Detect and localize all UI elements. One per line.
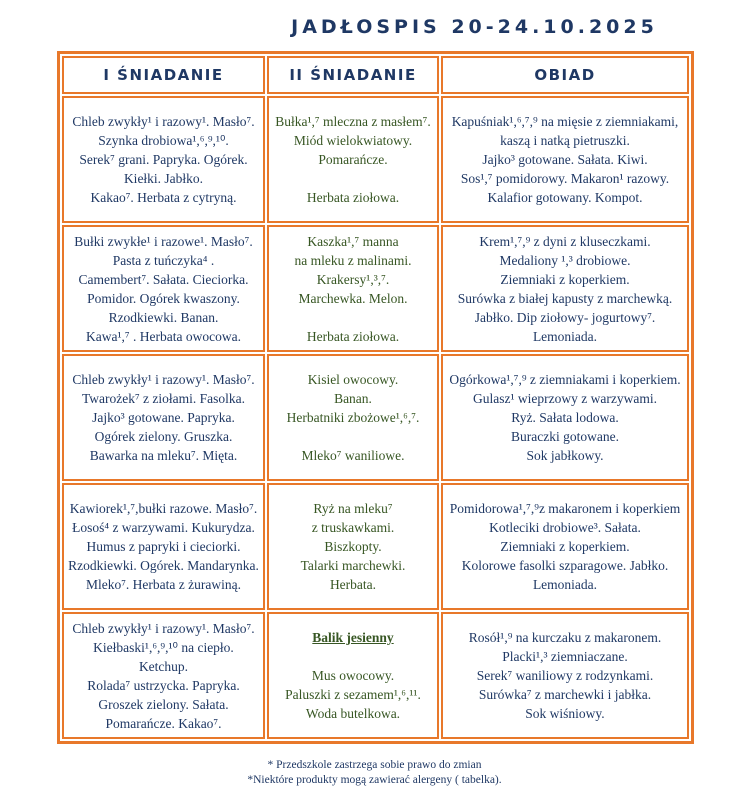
footer-note-allergens: *Niektóre produkty mogą zawierać alergeny ( tabelka). [247,774,502,786]
menu-line: Twarożek⁷ z ziołami. Fasolka. [81,391,246,406]
menu-line: Medaliony ¹,³ drobiowe. [499,252,631,268]
menu-line: Szynka drobiowa¹,⁶,⁹,¹⁰. [98,133,229,148]
menu-row [62,612,689,739]
menu-line: Surówka⁷ z marchewki i jabłka. [478,687,652,702]
menu-line: Bułka¹,⁷ mleczna z masłem⁷. [275,114,431,129]
menu-line: kaszą i natką pietruszki. [500,133,630,148]
menu-line: Ogórkowa¹,⁷,⁹ z ziemniakami i koperkiem. [449,372,681,387]
menu-line: Krem¹,⁷,⁹ z dyni z kluseczkami. [479,233,651,249]
menu-cell [62,354,265,481]
menu-line: Sos¹,⁷ pomidorowy. Makaron¹ razowy. [460,171,670,186]
menu-line: Kaszka¹,⁷ manna [307,233,399,249]
menu-line: Balik jesienny [312,630,394,645]
menu-line: Chleb zwykły¹ i razowy¹. Masło⁷. [72,114,255,129]
menu-line: Mleko⁷. Herbata z żurawiną. [85,577,241,592]
menu-line: Sok wiśniowy. [525,706,605,721]
menu-line [273,169,433,188]
menu-line: Serek⁷ waniliowy z rodzynkami. [476,668,654,683]
menu-line: Rosół¹,⁹ na kurczaku z makaronem. [468,630,662,645]
weekly-menu-table [57,51,694,744]
menu-cell [441,225,689,352]
menu-line [273,427,433,446]
menu-cell [267,96,439,223]
menu-line: Miód wielokwiatowy. [293,133,413,148]
menu-line: Groszek zielony. Sałata. [98,696,229,712]
menu-line: Sok jabłkowy. [526,448,604,463]
menu-line: Rzodkiewki. Banan. [108,309,219,325]
menu-line: Ryż na mleku⁷ [313,501,393,516]
menu-line: Talarki marchewki. [300,558,406,573]
menu-line: Kolorowe fasolki szparagowe. Jabłko. [461,558,669,573]
column-header-breakfast-2: II ŚNIADANIE [267,56,439,94]
menu-line: Woda butelkowa. [305,706,401,721]
menu-line: z truskawkami. [311,520,395,535]
menu-cell [267,354,439,481]
menu-line: Chleb zwykły¹ i razowy¹. Masło⁷. [72,620,255,636]
menu-line: Mleko⁷ waniliowe. [301,448,405,463]
menu-line: Biszkopty. [324,539,382,554]
menu-line: Kawa¹,⁷ . Herbata owocowa. [86,328,241,344]
menu-line: Marchewka. Melon. [298,290,408,306]
menu-line: Kalafior gotowany. Kompot. [487,190,643,205]
menu-line: Krakersy¹,³,⁷. [316,271,390,287]
menu-cell [267,612,439,739]
menu-line: Pomarańcze. [318,152,388,167]
menu-cell [267,225,439,352]
menu-line: Ogórek zielony. Gruszka. [94,429,233,444]
column-header-breakfast-1: I ŚNIADANIE [62,56,265,94]
menu-line [273,647,433,666]
menu-header-row [62,56,689,94]
menu-table-body [62,96,689,739]
menu-line: Kiełki. Jabłko. [123,171,204,186]
menu-line: Herbata ziołowa. [306,328,400,344]
menu-line: Bawarka na mleku⁷. Mięta. [89,448,238,463]
title-area [0,16,749,38]
menu-line: Kakao⁷. Herbata z cytryną. [90,190,237,205]
menu-cell [441,354,689,481]
menu-line: Pasta z tuńczyka⁴ . [112,252,215,268]
menu-line: Rolada⁷ ustrzycka. Papryka. [87,677,240,693]
menu-line: Ryż. Sałata lodowa. [511,410,619,425]
menu-line: Paluszki z sezamem¹,⁶,¹¹. [285,687,421,702]
menu-line: Lemoniada. [532,577,598,592]
menu-cell [62,96,265,223]
menu-cell [441,483,689,610]
menu-cell [62,225,265,352]
menu-line: Buraczki gotowane. [511,429,619,444]
menu-page [0,16,749,804]
menu-line: Placki¹,³ ziemniaczane. [502,649,628,664]
menu-line: Ziemniaki z koperkiem. [500,539,630,554]
column-header-lunch: OBIAD [441,56,689,94]
menu-line: Jajko³ gotowane. Sałata. Kiwi. [482,152,648,167]
menu-line: Herbata ziołowa. [306,190,400,205]
menu-line: Mus owocowy. [311,668,395,683]
menu-row [62,96,689,223]
menu-line: Pomidorowa¹,⁷,⁹z makaronem i koperkiem [449,501,681,516]
menu-line: Kotleciki drobiowe³. Sałata. [489,520,641,535]
menu-line: Banan. [334,391,372,406]
menu-line: Ziemniaki z koperkiem. [500,271,630,287]
menu-row [62,225,689,352]
menu-line: Kawiorek¹,⁷,bułki razowe. Masło⁷. [69,501,258,516]
menu-line [273,308,433,327]
menu-line: Kisiel owocowy. [307,372,399,387]
menu-row [62,483,689,610]
menu-cell [267,483,439,610]
menu-cell [62,612,265,739]
menu-line: Surówka z białej kapusty z marchewką. [457,290,673,306]
page-title: JADŁOSPIS 20-24.10.2025 [291,16,658,38]
menu-line: Pomarańcze. Kakao⁷. [105,715,222,731]
footer-note-changes: * Przedszkole zastrzega sobie prawo do zmian [267,759,482,771]
menu-cell [441,96,689,223]
menu-line: Serek⁷ grani. Papryka. Ogórek. [79,152,248,167]
menu-cell [441,612,689,739]
menu-cell [62,483,265,610]
footer-notes [0,758,749,788]
menu-line: Kiełbaski¹,⁶,⁹,¹⁰ na ciepło. Ketchup. [93,639,234,674]
menu-line: Camembert⁷. Sałata. Cieciorka. [78,271,249,287]
menu-line: Łosoś⁴ z warzywami. Kukurydza. [72,520,255,535]
menu-line: Bułki zwykłe¹ i razowe¹. Masło⁷. [74,233,253,249]
menu-line: Jabłko. Dip ziołowy- jogurtowy⁷. [474,309,656,325]
menu-row [62,354,689,481]
menu-line: Chleb zwykły¹ i razowy¹. Masło⁷. [72,372,255,387]
menu-line: na mleku z malinami. [294,252,412,268]
menu-line: Herbatniki zbożowe¹,⁶,⁷. [286,410,420,425]
menu-line: Jajko³ gotowane. Papryka. [92,410,235,425]
menu-line: Humus z papryki i cieciorki. [86,539,241,554]
menu-line: Kapuśniak¹,⁶,⁷,⁹ na mięsie z ziemniakami, [451,114,679,129]
menu-line: Rzodkiewki. Ogórek. Mandarynka. [68,558,259,573]
menu-line: Lemoniada. [532,328,598,344]
menu-line: Herbata. [329,577,377,592]
menu-line: Gulasz¹ wieprzowy z warzywami. [473,391,657,406]
menu-line: Pomidor. Ogórek kwaszony. [87,290,240,306]
